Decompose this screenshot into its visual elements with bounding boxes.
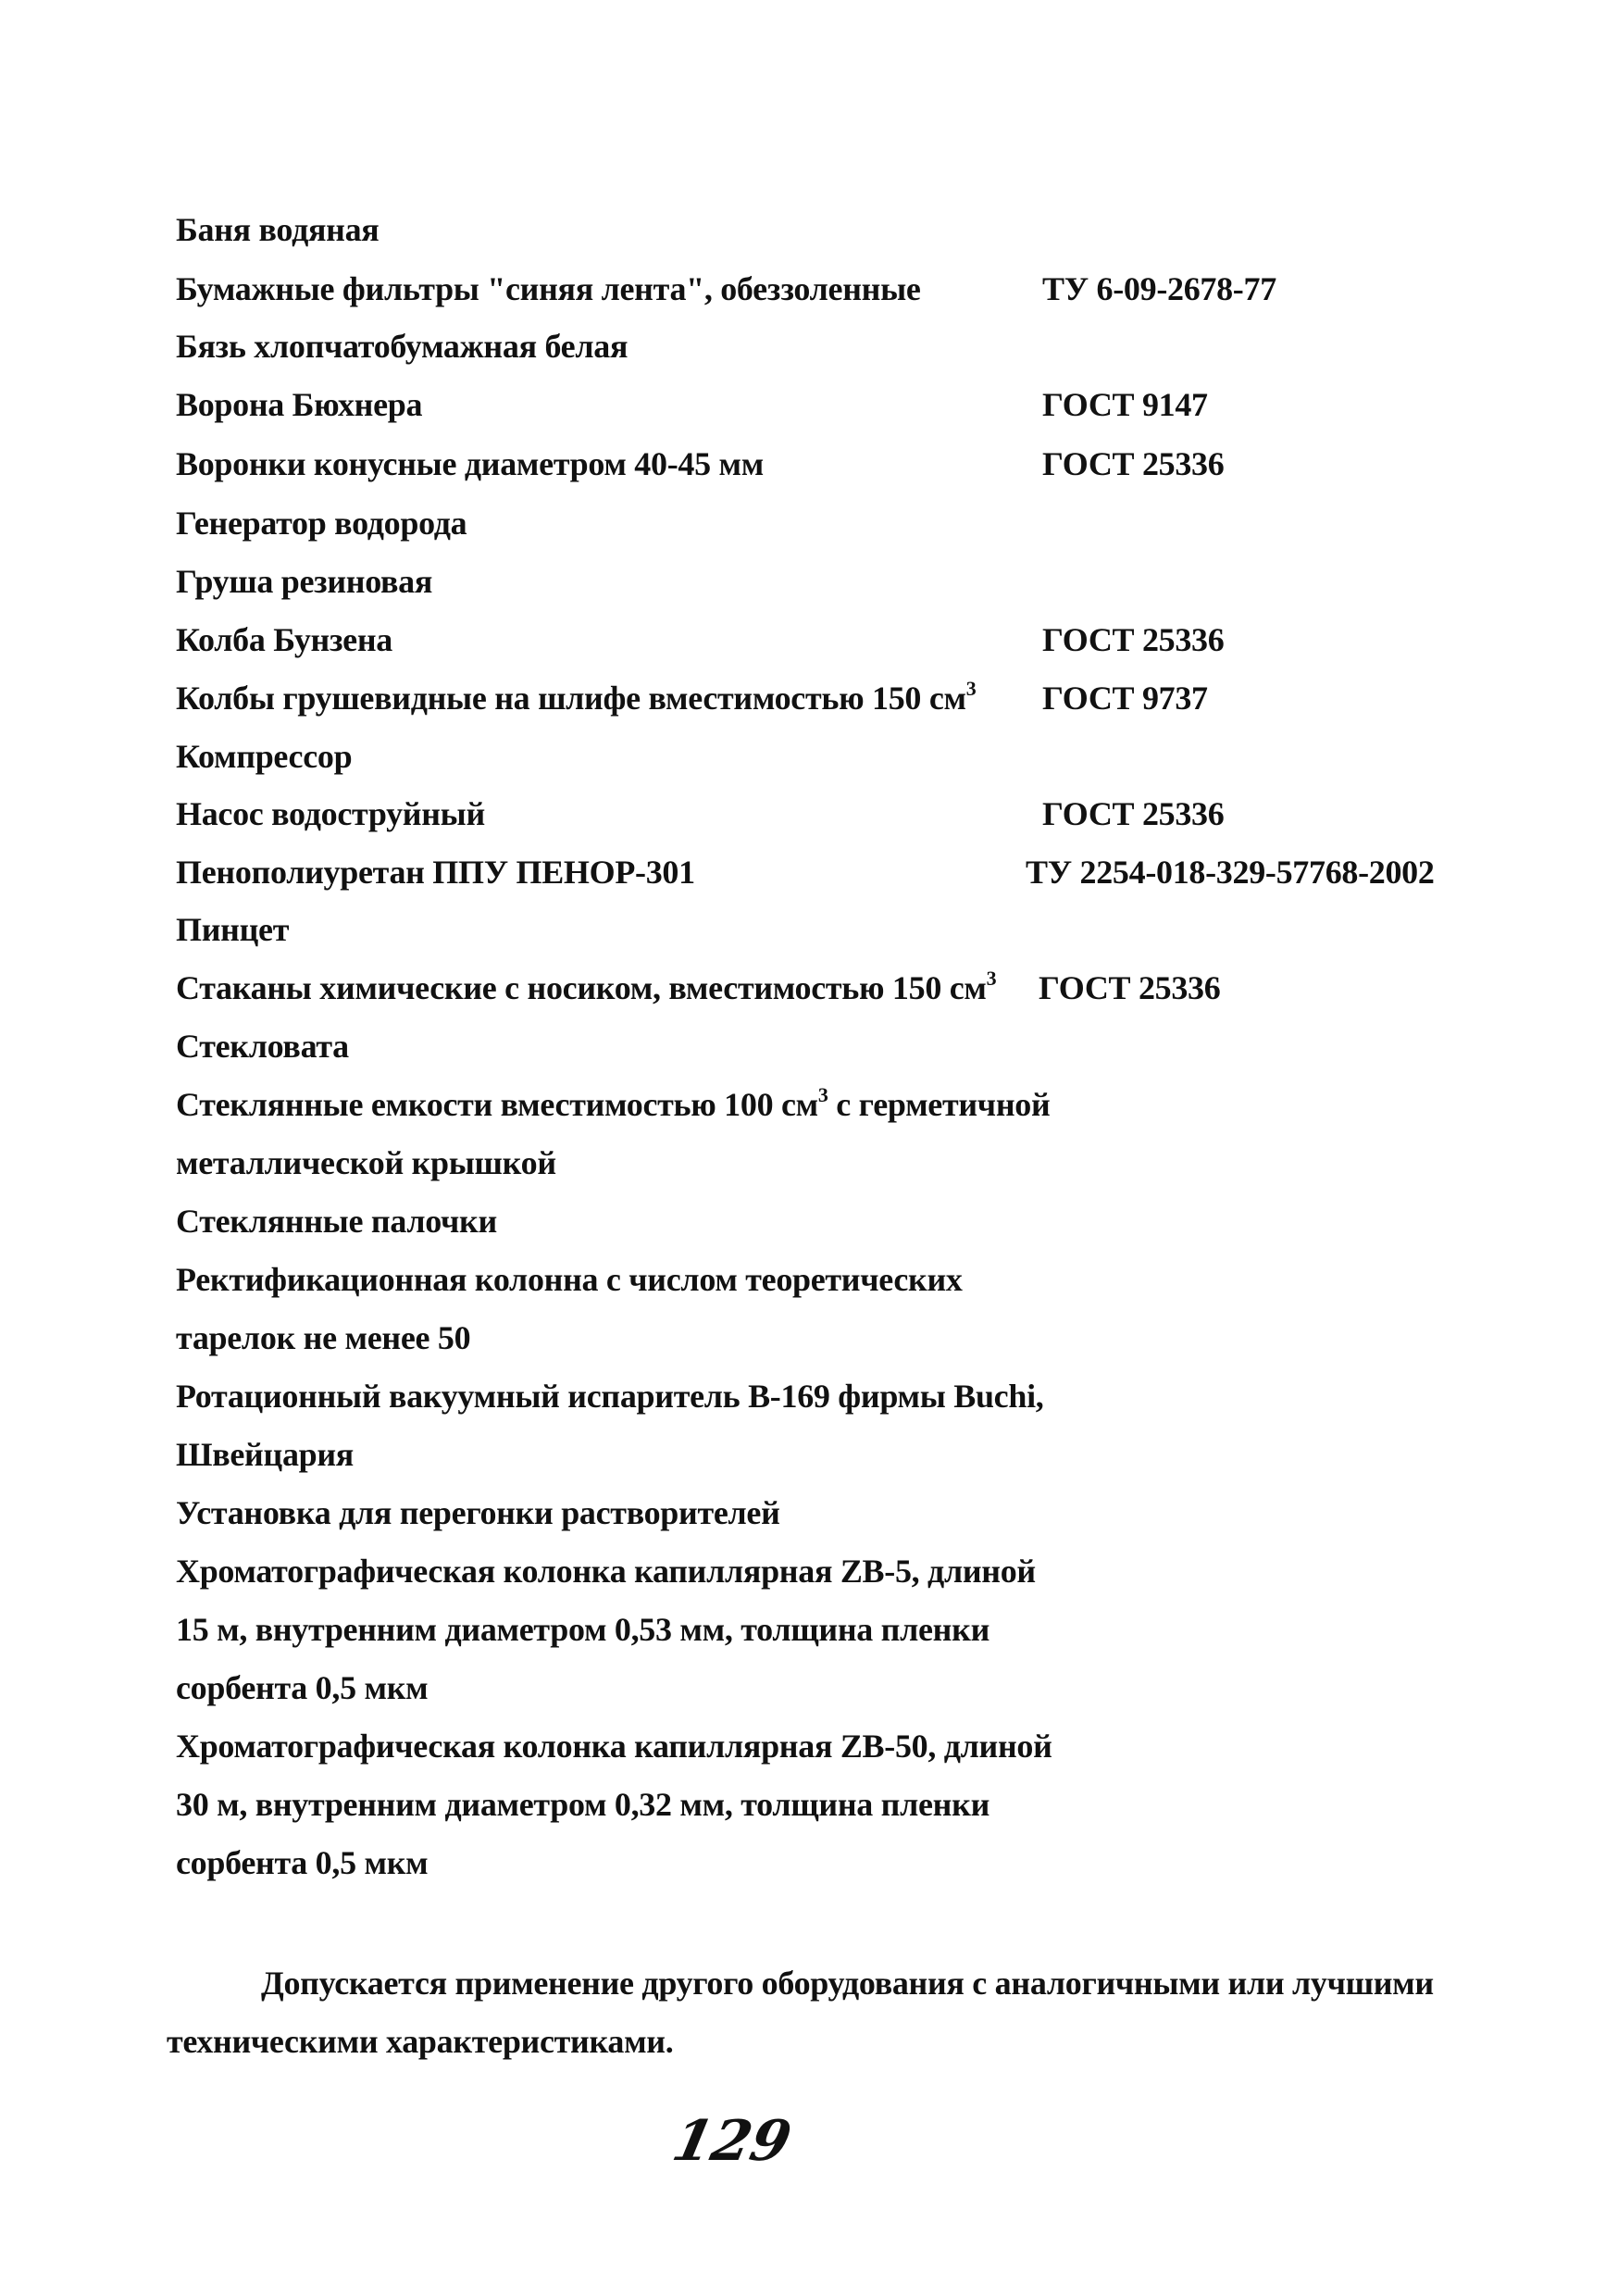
note-paragraph-line-1: Допускается применение другого оборудования с аналогичными или лучшими [261, 1965, 1434, 2002]
standard-reference: ГОСТ 25336 [1039, 969, 1221, 1006]
list-item [176, 1084, 1050, 1125]
list-item: Ректификационная колонна с числом теоретических [176, 1261, 963, 1298]
note-paragraph-line-2: техническими характеристиками. [167, 2023, 674, 2060]
standard-reference: ГОСТ 25336 [1042, 445, 1225, 482]
list-item: Воронки конусные диаметром 40-45 мм [176, 445, 764, 482]
standard-reference: ГОСТ 9737 [1042, 680, 1208, 717]
list-item [176, 967, 996, 1008]
item-text: Стаканы химические с носиком, вместимостью 150 см [176, 969, 987, 1006]
superscript: 3 [817, 1083, 828, 1106]
list-item: Бумажные фильтры "синяя лента", обеззоленные [176, 270, 921, 307]
list-item: Баня водяная [176, 211, 380, 248]
list-item: 15 м, внутренним диаметром 0,53 мм, толщина пленки [176, 1611, 990, 1648]
list-item: сорбента 0,5 мкм [176, 1669, 429, 1706]
standard-reference: ТУ 6-09-2678-77 [1042, 270, 1276, 307]
list-item: Стекловата [176, 1028, 349, 1065]
list-item: Ворона Бюхнера [176, 386, 423, 423]
list-item: Установка для перегонки растворителей [176, 1494, 780, 1531]
list-item: Стеклянные палочки [176, 1203, 497, 1240]
list-item: Пинцет [176, 911, 290, 948]
list-item: Груша резиновая [176, 563, 433, 600]
page-number: 129 [666, 2109, 797, 2174]
list-item: Компрессор [176, 738, 353, 775]
superscript: 3 [986, 967, 997, 990]
list-item: Швейцария [176, 1436, 354, 1473]
list-item: Колба Бунзена [176, 621, 392, 658]
item-text: Стеклянные емкости вместимостью 100 см [176, 1086, 818, 1123]
list-item: Ротационный вакуумный испаритель В-169 фирмы Buchi, [176, 1378, 1044, 1415]
item-text: с герметичной [828, 1086, 1051, 1123]
list-item [176, 678, 976, 718]
list-item: Пенополиуретан ППУ ПЕНОР-301 [176, 854, 695, 891]
standard-reference: ТУ 2254-018-329-57768-2002 [1026, 854, 1435, 891]
list-item: Хроматографическая колонка капиллярная ZB-50, длиной [176, 1728, 1052, 1765]
list-item: тарелок не менее 50 [176, 1319, 471, 1356]
list-item: Генератор водорода [176, 505, 467, 542]
superscript: 3 [965, 677, 977, 700]
list-item: 30 м, внутренним диаметром 0,32 мм, толщина пленки [176, 1786, 990, 1823]
item-text: Колбы грушевидные на шлифе вместимостью 150 см [176, 680, 966, 717]
list-item: Бязь хлопчатобумажная белая [176, 328, 629, 365]
standard-reference: ГОСТ 25336 [1042, 621, 1225, 658]
list-item: сорбента 0,5 мкм [176, 1844, 429, 1881]
list-item: Насос водоструйный [176, 795, 485, 832]
standard-reference: ГОСТ 25336 [1042, 795, 1225, 832]
standard-reference: ГОСТ 9147 [1042, 386, 1208, 423]
list-item: Хроматографическая колонка капиллярная ZB-5, длиной [176, 1553, 1036, 1590]
list-item: металлической крышкой [176, 1144, 556, 1181]
